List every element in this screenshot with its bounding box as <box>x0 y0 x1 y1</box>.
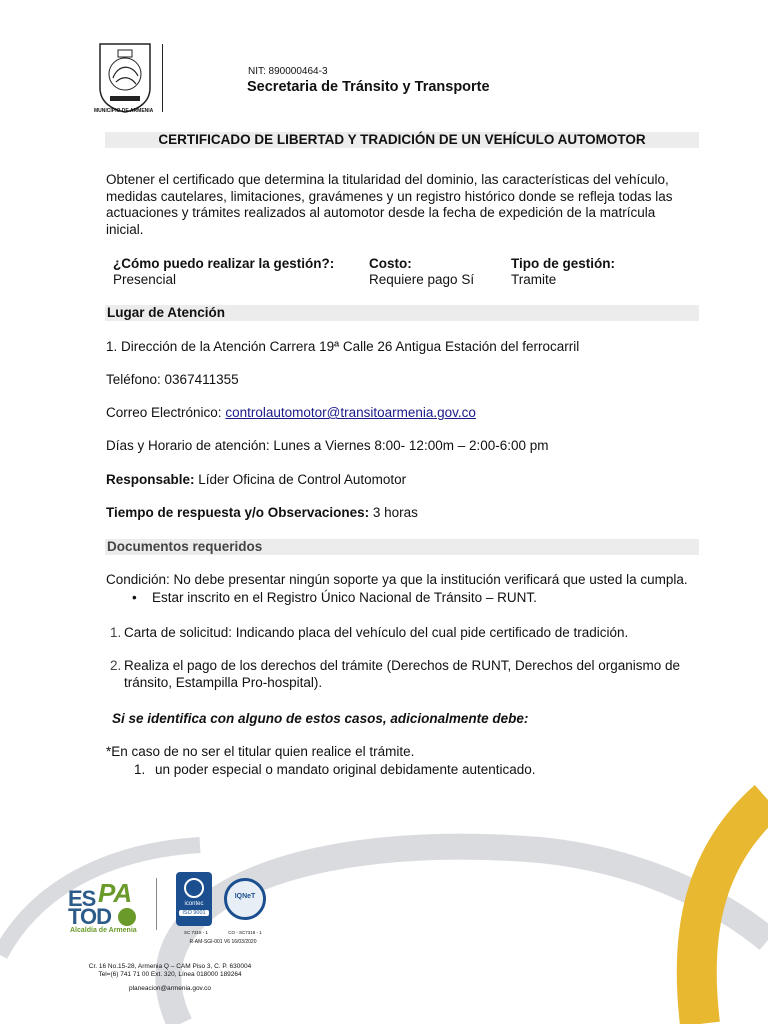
location-heading: Lugar de Atención <box>105 305 699 321</box>
documents-bullet: • Estar inscrito en el Registro Único Nacional de Tránsito – RUNT. <box>152 590 692 607</box>
description-line: actuaciones y trámites realizados al automotor desde la fecha de expedición de la matrícula <box>106 205 656 220</box>
footer-address-line: Cr. 16 No.15-28, Armenia Q – CAM Piso 3, C. P. 630004 <box>88 963 252 970</box>
cert-number-2: CO - SC7318 - 1 <box>228 930 262 935</box>
cost-label: Costo: <box>369 256 412 271</box>
iqnet-badge <box>224 878 266 920</box>
description-line: medidas cautelares, limitaciones, gravámenes y un registro histórico donde se refleja todas las <box>106 188 673 204</box>
municipality-seal-icon <box>96 40 154 114</box>
logo-pa: PA <box>98 878 133 908</box>
location-hours: Días y Horario de atención: Lunes a Viernes 8:00- 12:00m – 2:00-6:00 pm <box>106 438 549 453</box>
logo-subtitle: Alcaldía de Armenia <box>70 927 137 934</box>
header-divider <box>162 44 163 112</box>
footer-email[interactable]: planeacion@armenia.gov.co <box>129 985 211 992</box>
responsible-value: Líder Oficina de Control Automotor <box>194 472 407 487</box>
responsible-label: Responsable: <box>106 472 195 487</box>
item2-line: tránsito, Estampilla Pro-hospital). <box>124 674 323 690</box>
espatodos-logo <box>68 878 152 938</box>
document-title: CERTIFICADO DE LIBERTAD Y TRADICIÓN DE UN VEHÍCULO AUTOMOTOR <box>105 132 699 148</box>
how-value: Presencial <box>113 272 177 287</box>
case-item-number: 1. <box>134 762 146 777</box>
seal-caption: MUNICIPIO DE ARMENIA <box>94 108 154 114</box>
logo-os-circle-icon <box>118 908 136 926</box>
type-value: Tramite <box>511 272 557 287</box>
item1-text: Carta de solicitud: Indicando placa del vehículo del cual pide certificado de tradición. <box>124 625 629 640</box>
department-name: Secretaria de Tránsito y Transporte <box>247 79 490 95</box>
email-label: Correo Electrónico: <box>106 405 226 420</box>
response-time-row <box>106 505 706 522</box>
documents-heading: Documentos requeridos <box>105 539 699 555</box>
type-label: Tipo de gestión: <box>511 256 615 271</box>
description-line: Obtener el certificado que determina la titularidad del dominio, las características del vehículo, <box>106 172 669 187</box>
response-time-value: 3 horas <box>369 505 418 520</box>
icontec-label: icontec <box>184 901 204 907</box>
location-address: 1. Dirección de la Atención Carrera 19ª Calle 26 Antigua Estación del ferrocarril <box>106 339 580 354</box>
cost-value: Requiere pago Sí <box>369 272 475 287</box>
iqnet-label: IQNeT <box>234 893 256 900</box>
email-link[interactable]: controlautomotor@transitoarmenia.gov.co <box>225 405 476 420</box>
cert-code: R-AM-SGI-001 V6 16/03/2020 <box>189 939 257 945</box>
description-line: inicial. <box>106 221 144 237</box>
description <box>106 172 706 238</box>
case-text: *En caso de no ser el titular quien realice el trámite. <box>106 744 415 759</box>
iso-label: ISO 9001 <box>179 910 209 916</box>
additional-requirements-heading: Si se identifica con alguno de estos casos, adicionalmente debe: <box>112 711 529 726</box>
response-time-label: Tiempo de respuesta y/o Observaciones: <box>106 505 370 520</box>
item2-number: 2. <box>110 658 122 673</box>
footer-address <box>60 963 280 979</box>
responsible-row <box>106 472 706 489</box>
cert-number-1: SC 7318 - 1 <box>183 930 208 935</box>
item2-line: Realiza el pago de los derechos del trámite (Derechos de RUNT, Derechos del organismo de <box>124 658 681 673</box>
logo-tod: TOD <box>68 904 112 929</box>
logo-divider <box>156 878 157 930</box>
nit-number: NIT: 890000464-3 <box>248 66 328 77</box>
documents-condition: Condición: No debe presentar ningún soporte ya que la institución verificará que usted la cumpla. <box>106 572 688 587</box>
location-phone: Teléfono: 0367411355 <box>106 372 239 387</box>
case-item-text: un poder especial o mandato original debidamente autenticado. <box>155 762 536 777</box>
logo-es: ES <box>68 886 96 911</box>
how-label: ¿Cómo puedo realizar la gestión?: <box>113 256 335 271</box>
location-email-row <box>106 405 706 422</box>
item2-text <box>124 658 714 691</box>
item1-number: 1. <box>110 625 122 640</box>
icontec-badge <box>176 872 212 926</box>
fingerprint-icon <box>184 878 204 898</box>
footer-address-line: Tel=(6) 741 71 00 Ext. 320, Línea 018000 189264 <box>98 971 242 978</box>
